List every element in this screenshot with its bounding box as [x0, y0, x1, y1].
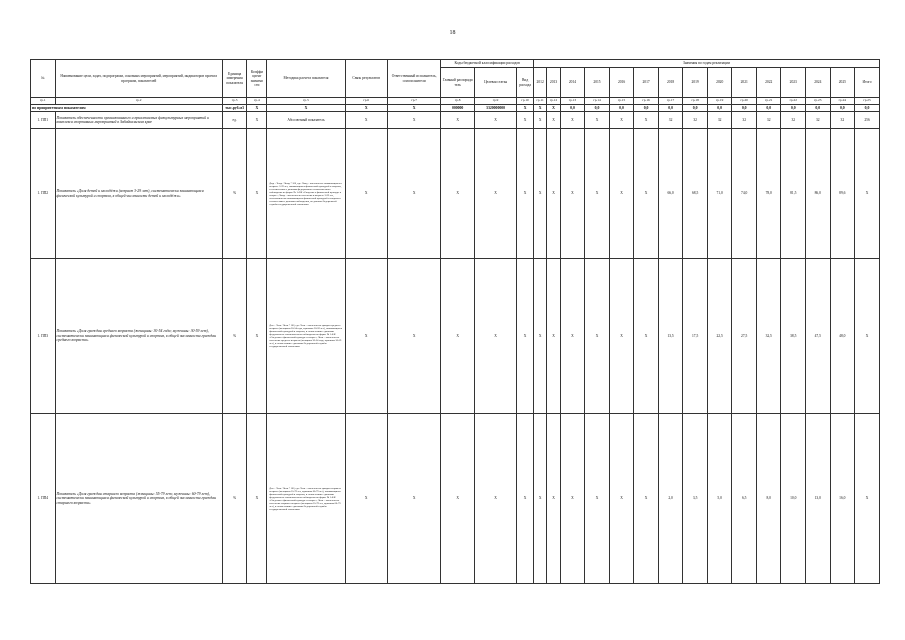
column-number-cell: гр.11	[533, 98, 546, 105]
column-number-cell: гр.1	[31, 98, 56, 105]
value-cell: 74,0	[732, 129, 757, 259]
summary-cell: 0,0	[732, 105, 757, 112]
column-number-cell: гр.2	[55, 98, 222, 105]
header-year: 2021	[732, 68, 757, 98]
value-cell: X	[345, 259, 387, 414]
value-cell: X	[560, 112, 585, 129]
value-cell: Абсолютный показатель	[267, 112, 345, 129]
column-number-cell: гр.12	[547, 98, 560, 105]
column-number-cell: гр.24	[830, 98, 855, 105]
value-cell: X	[560, 259, 585, 414]
column-number-cell: гр.4	[247, 98, 267, 105]
summary-cell: 0,0	[609, 105, 634, 112]
value-cell: 66,0	[658, 129, 683, 259]
header-num: №	[31, 60, 56, 98]
value-cell: X	[560, 129, 585, 259]
header-year: 2017	[634, 68, 659, 98]
value-cell: X	[517, 112, 534, 129]
value-cell: X	[585, 129, 610, 259]
header-unit: Единица измерения показателя	[222, 60, 247, 98]
row-number: 1. ПП2	[31, 129, 56, 259]
value-cell: X	[441, 414, 474, 584]
header-method: Методика расчета показателя	[267, 60, 345, 98]
indicator-name: Показатель «Доля граждан среднего возраста (женщины: 30-54 года; мужчины: 30-59 лет), систематически занимающихся физической культурой и спортом, в общей численности граждан среднего возраста»	[55, 259, 222, 414]
value-cell: 32	[806, 112, 831, 129]
value-cell: X	[609, 259, 634, 414]
column-number-cell: гр.9	[474, 98, 516, 105]
column-number-cell: гр.10	[517, 98, 534, 105]
summary-cell: 0,0	[806, 105, 831, 112]
value-cell: 32	[756, 112, 781, 129]
column-number-cell: гр.23	[806, 98, 831, 105]
value-cell: X	[387, 112, 441, 129]
summary-cell: 0,0	[683, 105, 708, 112]
value-cell: 32	[658, 112, 683, 129]
value-cell: X	[474, 129, 516, 259]
summary-cell: X	[517, 105, 534, 112]
value-cell: X	[533, 112, 546, 129]
value-cell: 32	[732, 112, 757, 129]
table-row	[31, 112, 880, 129]
indicators-table-sheet	[30, 59, 880, 584]
column-number-row	[31, 98, 880, 105]
indicator-name: Показатель «Доля детей и молодёжи (возраст 3-29 лет), систематически занимающихся физической культурой и спортом, в общей численности детей и молодёжи»	[55, 129, 222, 259]
header-eval: Связь результатов	[345, 60, 387, 98]
value-cell: X	[247, 414, 267, 584]
column-number-cell: гр.14	[585, 98, 610, 105]
header-year: 2025	[830, 68, 855, 98]
value-cell: 32	[683, 112, 708, 129]
value-cell: X	[609, 414, 634, 584]
summary-cell: 0,0	[707, 105, 732, 112]
value-cell: X	[441, 112, 474, 129]
value-cell: X	[634, 129, 659, 259]
value-cell: 68,5	[683, 129, 708, 259]
value-cell: ед.	[222, 112, 247, 129]
value-cell: X	[533, 414, 546, 584]
row-number: 1. ПП1	[31, 112, 56, 129]
summary-cell: 0,0	[830, 105, 855, 112]
header-year: 2018	[658, 68, 683, 98]
summary-cell: X	[533, 105, 546, 112]
value-cell: 27,5	[732, 259, 757, 414]
value-cell: 86,0	[806, 129, 831, 259]
summary-cell: 000000	[441, 105, 474, 112]
value-cell: 10,0	[781, 414, 806, 584]
value-cell: X	[547, 129, 560, 259]
summary-cell: 0,0	[560, 105, 585, 112]
header-year: 2019	[683, 68, 708, 98]
value-cell: X	[855, 414, 880, 584]
column-number-cell: гр.8	[441, 98, 474, 105]
value-cell: X	[517, 259, 534, 414]
summary-cell: X	[247, 105, 267, 112]
value-cell: 71,0	[707, 129, 732, 259]
summary-cell: тыс.руб.м3	[222, 105, 247, 112]
value-cell: X	[609, 129, 634, 259]
header-values-group: Значения по годам реализации	[533, 60, 879, 68]
value-cell: X	[609, 112, 634, 129]
summary-cell: X	[267, 105, 345, 112]
value-cell: %	[222, 414, 247, 584]
summary-cell: 0,0	[781, 105, 806, 112]
indicators-table	[30, 59, 880, 584]
summary-cell: 0,0	[855, 105, 880, 112]
column-number-cell: гр.25	[855, 98, 880, 105]
value-cell: X	[387, 259, 441, 414]
value-cell: X	[345, 129, 387, 259]
value-cell: X	[547, 414, 560, 584]
value-cell: X	[634, 259, 659, 414]
value-cell: 13,5	[658, 259, 683, 414]
column-number-cell: гр.17	[658, 98, 683, 105]
column-number-cell: гр.22	[781, 98, 806, 105]
value-cell: %	[222, 129, 247, 259]
value-cell: 17,5	[683, 259, 708, 414]
header-year: 2012	[533, 68, 546, 98]
value-cell: X	[441, 259, 474, 414]
column-number-cell: гр.3	[222, 98, 247, 105]
header-resp: Ответственный исполнитель, соисполнители	[387, 60, 441, 98]
calculation-method: Дмд = Чзмд / Чнмд * 100, где: Чзмд – численность занимающихся в возрасте 3-29 лет, занимающихся физической культурой и спортом, в соответствии с данными федерального статистического наблюдения по форме № 1-ФК «Сведения о физической культуре и спорте»; Чнмд – численность населения в возрасте 3-29 лет, систематически занимающихся физической культурой и спортом в соответствии с данными наблюдения, по данным Федеральной службы государственной статистики	[267, 129, 345, 259]
value-cell: X	[585, 414, 610, 584]
column-number-cell: гр.19	[707, 98, 732, 105]
value-cell: 47,5	[806, 259, 831, 414]
value-cell: X	[547, 112, 560, 129]
value-cell: 13,0	[806, 414, 831, 584]
value-cell: X	[345, 414, 387, 584]
summary-cell: X	[387, 105, 441, 112]
value-cell: 5,0	[707, 414, 732, 584]
value-cell: X	[533, 259, 546, 414]
value-cell: 38,5	[781, 259, 806, 414]
value-cell: X	[387, 414, 441, 584]
value-cell: X	[634, 414, 659, 584]
value-cell: X	[517, 129, 534, 259]
value-cell: X	[345, 112, 387, 129]
value-cell: X	[855, 259, 880, 414]
calculation-method: Дсв = Чзсв / Чнсв * 100, где: Чзсв – численность граждан старшего возраста (женщины 55-79 лет, мужчины 60-79 лет), занимающихся физической культурой и спортом, в соответствии с данными федерального статистического наблюдения по форме № 1-ФК «Сведения о физической культуре и спорте»; Чнсв – численность населения старшего возраста (женщины 55-79 лет, мужчины 60-79 лет), в соответствии с данными Федеральной службы государственной статистики	[267, 414, 345, 584]
value-cell: 32	[781, 112, 806, 129]
value-cell: 89,6	[830, 129, 855, 259]
value-cell: X	[441, 129, 474, 259]
summary-cell: X	[547, 105, 560, 112]
value-cell: 2,0	[658, 414, 683, 584]
value-cell: X	[533, 129, 546, 259]
header-year: 2015	[585, 68, 610, 98]
header-year: 2014	[560, 68, 585, 98]
value-cell: 256	[855, 112, 880, 129]
summary-label: по приоритетным показателям	[31, 105, 223, 112]
column-number-cell: гр.21	[756, 98, 781, 105]
value-cell: %	[222, 259, 247, 414]
column-number-cell: гр.15	[609, 98, 634, 105]
value-cell: 22,5	[707, 259, 732, 414]
summary-row	[31, 105, 880, 112]
column-number-cell: гр.16	[634, 98, 659, 105]
column-number-cell: гр.20	[732, 98, 757, 105]
row-number: 1. ПП4	[31, 414, 56, 584]
value-cell: 81,5	[781, 129, 806, 259]
value-cell: 32	[830, 112, 855, 129]
header-coef: Коэффи циент значимо сти	[247, 60, 267, 98]
value-cell: 16,0	[830, 414, 855, 584]
summary-cell: 0,0	[658, 105, 683, 112]
value-cell: 8,0	[756, 414, 781, 584]
summary-cell: X	[345, 105, 387, 112]
value-cell: X	[474, 259, 516, 414]
header-budget-col: Главный распоряди тель	[441, 68, 474, 98]
value-cell: X	[560, 414, 585, 584]
value-cell: X	[517, 414, 534, 584]
indicator-name: Показатель «Доля граждан старшего возраста (женщины: 55-79 лет; мужчины: 60-79 лет), систематически занимающихся физической культурой и спортом, в общей численности граждан старшего возраста»	[55, 414, 222, 584]
header-year: 2016	[609, 68, 634, 98]
value-cell: X	[585, 259, 610, 414]
value-cell: 32	[707, 112, 732, 129]
header-year: 2013	[547, 68, 560, 98]
header-name: Наименование цели, задач, подпрограмм, основных мероприятий, мероприятий, индикаторов проекта программ, показателей	[55, 60, 222, 98]
value-cell: X	[247, 112, 267, 129]
column-number-cell: гр.18	[683, 98, 708, 105]
column-number-cell: гр.13	[560, 98, 585, 105]
value-cell: 3,5	[683, 414, 708, 584]
value-cell: 78,0	[756, 129, 781, 259]
summary-cell: 0,0	[585, 105, 610, 112]
value-cell: 32,5	[756, 259, 781, 414]
table-row	[31, 414, 880, 584]
value-cell: X	[474, 414, 516, 584]
value-cell: X	[855, 129, 880, 259]
column-number-cell: гр.6	[345, 98, 387, 105]
indicator-name: Показатель обеспеченности организованного и привлекаемых физкультурных мероприятий и комплекса спортивных мероприятий в Забайкальском крае	[55, 112, 222, 129]
summary-cell: 0,0	[634, 105, 659, 112]
value-cell: X	[387, 129, 441, 259]
header-budget-col: Целевая статья	[474, 68, 516, 98]
header-budget-col: Вид расхода	[517, 68, 534, 98]
value-cell: X	[634, 112, 659, 129]
column-number-cell: гр.5	[267, 98, 345, 105]
summary-cell: 0,0	[756, 105, 781, 112]
table-row	[31, 129, 880, 259]
value-cell: 48,0	[830, 259, 855, 414]
row-number: 1. ПП3	[31, 259, 56, 414]
value-cell: X	[247, 259, 267, 414]
header-year: 2022	[756, 68, 781, 98]
header-year: 2020	[707, 68, 732, 98]
table-row	[31, 259, 880, 414]
page-number: 18	[449, 30, 456, 36]
value-cell: X	[547, 259, 560, 414]
header-total: Итого	[855, 68, 880, 98]
column-number-cell: гр.7	[387, 98, 441, 105]
calculation-method: Дсв = Чзсв / Чнсв * 100, где: Чзсв – численность граждан среднего возраста (женщины 30-54 года, мужчины 30-59 лет), занимающихся физической культурой и спортом, в соответствии с данными федерального статистического наблюдения по форме № 1-ФК «Сведения о физической культуре и спорте»; Чнсв – численность населения среднего возраста (женщины 30-54 года, мужчины 30-59 лет), в соответствии с данными Федеральной службы государственной статистики	[267, 259, 345, 414]
summary-cell: 3320000000	[474, 105, 516, 112]
value-cell: X	[585, 112, 610, 129]
value-cell: X	[474, 112, 516, 129]
value-cell: 6,5	[732, 414, 757, 584]
header-budget-group: Коды бюджетной классификации расходов	[441, 60, 534, 68]
value-cell: X	[247, 129, 267, 259]
header-year: 2024	[806, 68, 831, 98]
header-year: 2023	[781, 68, 806, 98]
